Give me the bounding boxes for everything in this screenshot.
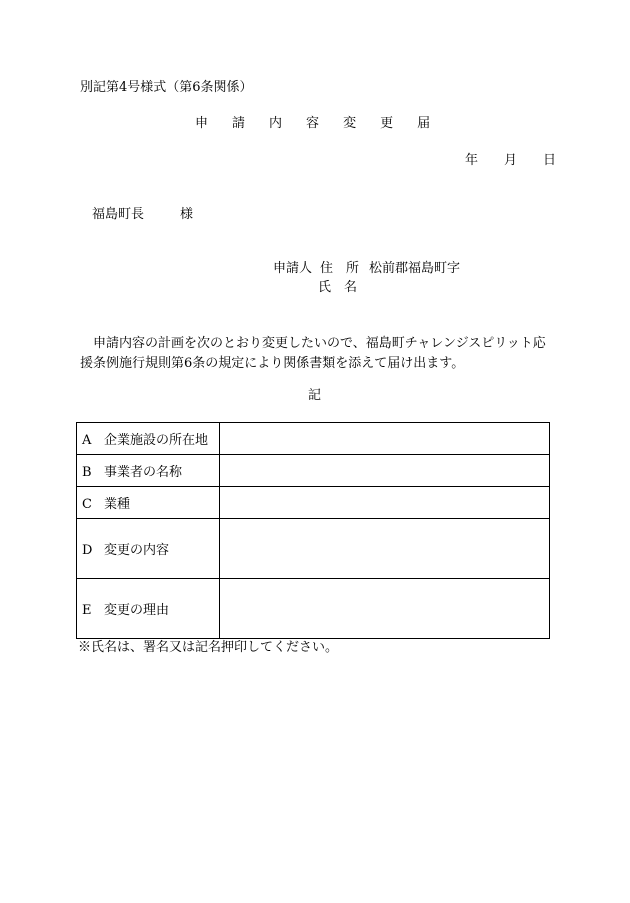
row-letter: D xyxy=(82,543,93,558)
row-label-cell xyxy=(77,487,220,519)
table-row xyxy=(77,519,550,579)
row-label-cell xyxy=(77,519,220,579)
row-value-cell[interactable] xyxy=(220,487,550,519)
row-value-cell[interactable] xyxy=(220,519,550,579)
date-line xyxy=(465,154,556,167)
row-label: 変更の理由 xyxy=(104,603,170,618)
body-text: 申請内容の計画を次のとおり変更したいので、福島町チャレンジスピリット応援条例施行規則第6条の規定により関係書類を添えて届け出ます。 xyxy=(80,336,546,371)
row-label: 業種 xyxy=(104,497,131,512)
signature-note: ※氏名は、署名又は記名押印してください。 xyxy=(78,640,339,655)
row-label: 事業者の名称 xyxy=(104,465,183,480)
recipient-honorific: 様 xyxy=(180,207,194,222)
title-char: 容 xyxy=(306,116,321,131)
form-number: 別記第4号様式（第6条関係） xyxy=(80,80,253,95)
table-row xyxy=(77,579,550,639)
ki-heading: 記 xyxy=(308,388,322,403)
row-value-cell[interactable] xyxy=(220,579,550,639)
address-value: 松前郡福島町字 xyxy=(369,261,461,276)
row-label-cell xyxy=(77,423,220,455)
applicant-prefix: 申請人 xyxy=(273,261,313,276)
name-label: 氏 名 xyxy=(318,280,358,295)
applicant-name xyxy=(318,281,357,294)
row-value-cell[interactable] xyxy=(220,423,550,455)
row-label: 変更の内容 xyxy=(104,543,170,558)
row-letter: B xyxy=(82,465,92,480)
table-row xyxy=(77,455,550,487)
applicant-address xyxy=(273,262,460,275)
date-year: 年 xyxy=(465,153,479,168)
table-row xyxy=(77,487,550,519)
title-char: 内 xyxy=(269,116,284,131)
date-month: 月 xyxy=(504,153,518,168)
row-letter: E xyxy=(82,603,92,618)
address-label: 住 所 xyxy=(320,261,360,276)
row-label-cell xyxy=(77,579,220,639)
recipient xyxy=(92,208,193,221)
title-char: 届 xyxy=(417,116,432,131)
row-value-cell[interactable] xyxy=(220,455,550,487)
title-char: 請 xyxy=(232,116,247,131)
recipient-name: 福島町長 xyxy=(92,207,145,222)
row-label-cell xyxy=(77,455,220,487)
row-label: 企業施設の所在地 xyxy=(104,433,209,448)
title-char: 変 xyxy=(343,116,358,131)
row-letter: A xyxy=(82,433,92,448)
row-letter: C xyxy=(82,497,92,512)
form-title xyxy=(195,117,454,130)
table-row xyxy=(77,423,550,455)
date-day: 日 xyxy=(543,153,557,168)
detail-table xyxy=(76,422,550,639)
title-char: 更 xyxy=(380,116,395,131)
title-char: 申 xyxy=(195,116,210,131)
